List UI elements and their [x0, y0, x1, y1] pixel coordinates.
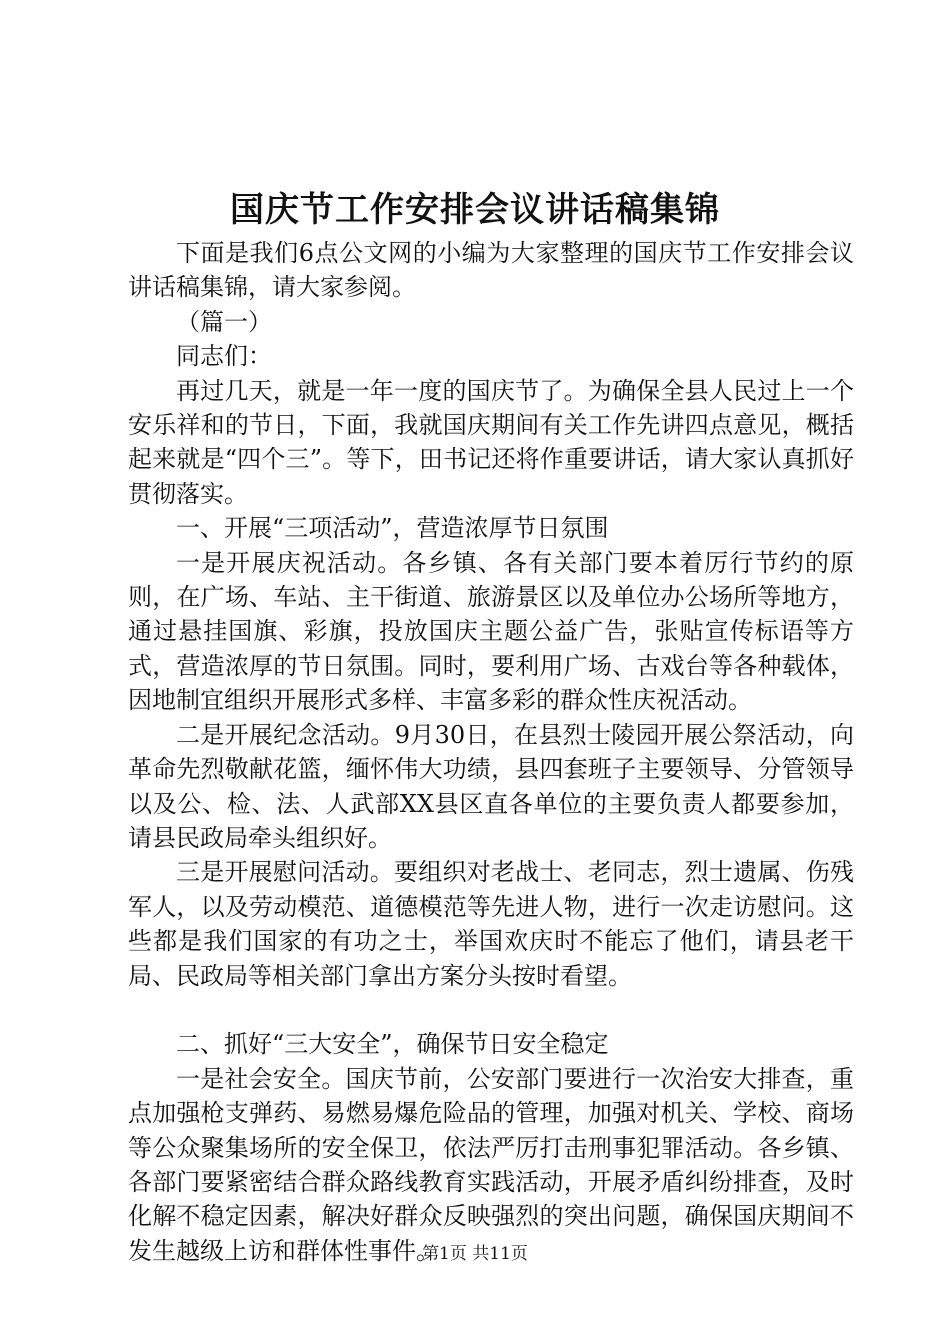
paragraph-commemoration: 二是开展纪念活动。9月30日，在县烈士陵园开展公祭活动，向革命先烈敬献花篮，缅怀伟大功绩，县四套班子主要领导、分管领导以及公、检、法、人武部XX县区直各单位的主要负责人都要参加，请县民政局牵头组织好。 — [128, 720, 854, 852]
section-heading-1: 一、开展“三项活动”，营造浓厚节日氛围 — [176, 514, 609, 543]
section-heading-2: 二、抓好“三大安全”，确保节日安全稳定 — [176, 1030, 609, 1059]
paragraph-part-label: （篇一） — [176, 307, 272, 336]
paragraph-celebration: 一是开展庆祝活动。各乡镇、各有关部门要本着厉行节约的原则，在广场、车站、主干街道、旅游景区以及单位办公场所等地方，通过悬挂国旗、彩旗，投放国庆主题公益广告，张贴宣传标语等方式，营造浓厚的节日氛围。同时，要利用广场、古戏台等各种载体，因地制宜组织开展形式多样、丰富多彩的群众性庆祝活动。 — [128, 548, 854, 715]
document-title: 国庆节工作安排会议讲话稿集锦 — [230, 190, 720, 230]
paragraph-opening: 再过几天，就是一年一度的国庆节了。为确保全县人民过上一个安乐祥和的节日，下面，我就国庆期间有关工作先讲四点意见，概括起来就是“四个三”。等下，田书记还将作重要讲话，请大家认真抓好贯彻落实。 — [128, 376, 854, 508]
paragraph-visits: 三是开展慰问活动。要组织对老战士、老同志，烈士遗属、伤残军人，以及劳动模范、道德模范等先进人物，进行一次走访慰问。这些都是我们国家的有功之士，举国欢庆时不能忘了他们，请县老干局、民政局等相关部门拿出方案分头按时看望。 — [128, 858, 854, 990]
paragraph-social-safety: 一是社会安全。国庆节前，公安部门要进行一次治安大排查，重点加强枪支弹药、易燃易爆危险品的管理，加强对机关、学校、商场等公众聚集场所的安全保卫，依法严厉打击刑事犯罪活动。各乡镇、各部门要紧密结合群众路线教育实践活动，开展矛盾纠纷排查，及时化解不稳定因素，解决好群众反映强烈的突出问题，确保国庆期间不发生越级上访和群体性事件。 — [128, 1064, 854, 1265]
paragraph-salutation: 同志们： — [176, 342, 272, 371]
page-footer: 第1页 共11页 — [422, 1244, 528, 1264]
paragraph-spacer — [128, 993, 854, 1027]
document-body — [128, 236, 854, 1268]
paragraph-intro: 下面是我们6点公文网的小编为大家整理的国庆节工作安排会议讲话稿集锦，请大家参阅。 — [128, 239, 854, 302]
